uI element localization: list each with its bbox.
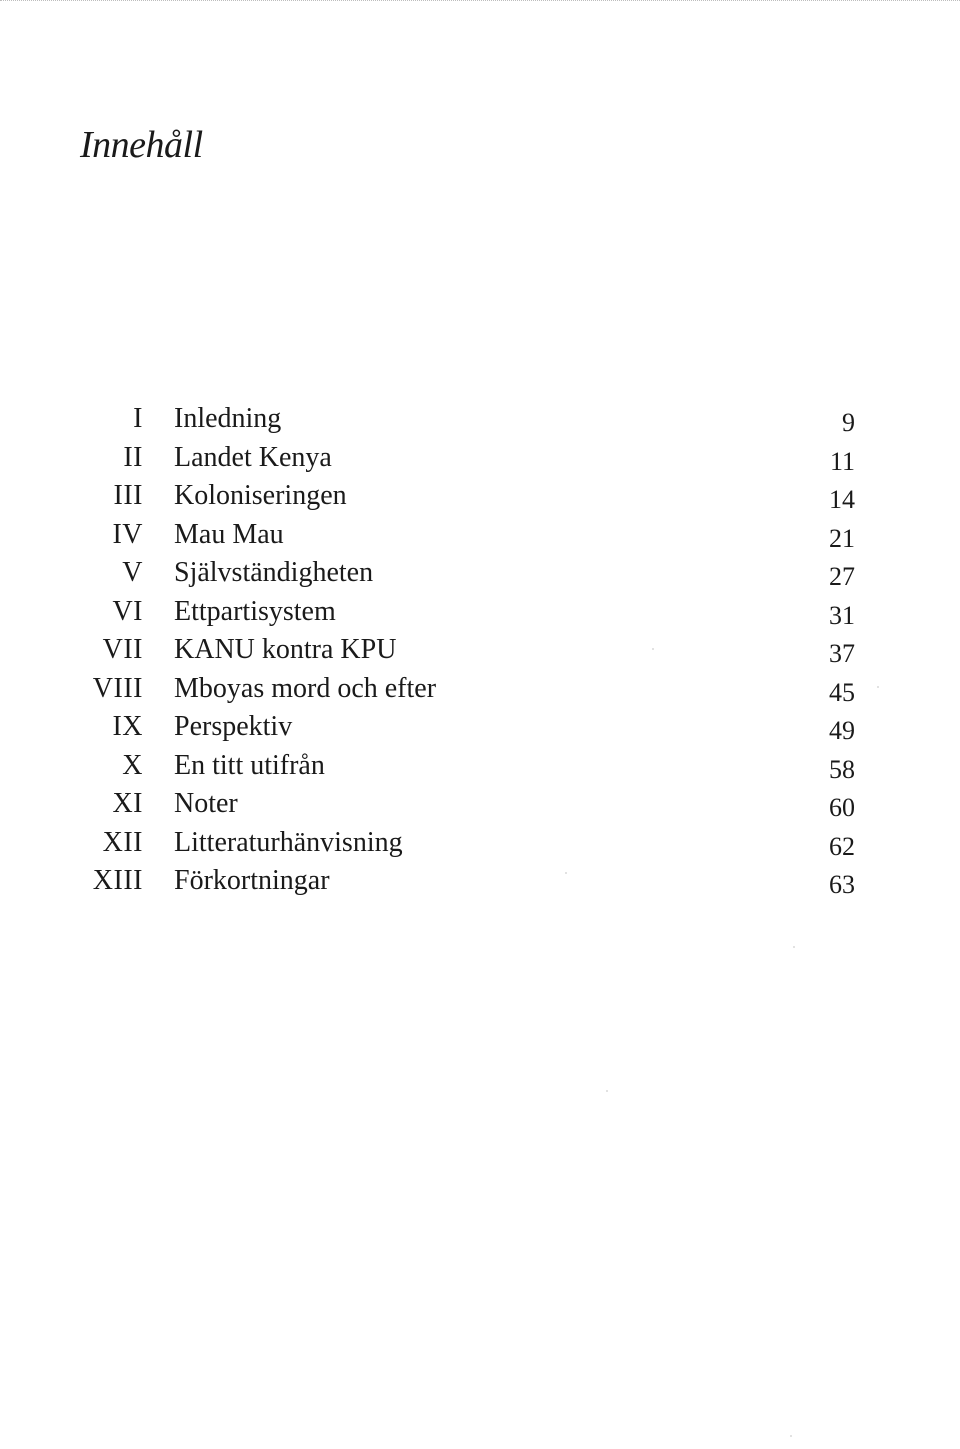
chapter-title: En titt utifrån	[174, 749, 325, 781]
chapter-title: Mau Mau	[174, 518, 284, 550]
scan-speck	[877, 686, 879, 688]
chapter-title: Landet Kenya	[174, 441, 332, 473]
toc-entry	[0, 747, 960, 786]
chapter-number: VI	[112, 595, 143, 627]
page-number: 60	[829, 793, 855, 822]
chapter-number: XI	[112, 788, 143, 819]
chapter-title: Självständigheten	[174, 557, 374, 588]
chapter-number: XII	[102, 826, 143, 858]
chapter-number: III	[113, 480, 143, 511]
toc-entry	[0, 670, 960, 709]
toc-entry	[0, 631, 960, 670]
chapter-number: V	[122, 557, 143, 588]
chapter-title: Inledning	[174, 403, 282, 434]
chapter-title: Litteraturhänvisning	[174, 826, 403, 858]
toc-entry	[0, 862, 960, 901]
page-title: Innehåll	[80, 124, 203, 166]
page-number: 9	[842, 408, 855, 437]
page-number: 49	[829, 716, 855, 745]
toc-entry	[0, 824, 960, 863]
chapter-number: II	[123, 441, 143, 473]
chapter-title: Perspektiv	[174, 711, 293, 742]
page-number: 62	[829, 831, 855, 861]
table-of-contents	[0, 400, 960, 901]
chapter-title: Noter	[174, 788, 238, 819]
scan-speck	[790, 1435, 792, 1437]
toc-entry	[0, 400, 960, 439]
top-edge-line	[0, 0, 960, 4]
chapter-title: KANU kontra KPU	[174, 634, 397, 665]
scan-speck	[606, 1090, 608, 1092]
toc-entry	[0, 516, 960, 555]
page-number: 58	[829, 754, 855, 784]
chapter-title: Mboyas mord och efter	[174, 672, 437, 704]
page-number: 31	[829, 600, 855, 630]
toc-entry	[0, 708, 960, 747]
chapter-number: VIII	[92, 672, 143, 704]
page-number: 27	[829, 562, 855, 591]
chapter-number: IV	[112, 518, 143, 550]
page-number: 37	[829, 639, 855, 668]
scan-speck	[565, 872, 567, 874]
toc-entry	[0, 439, 960, 478]
chapter-number: XIII	[92, 865, 143, 896]
page-number: 21	[829, 523, 855, 553]
page-number: 11	[829, 446, 855, 476]
chapter-title: Koloniseringen	[174, 480, 347, 511]
chapter-title: Förkortningar	[174, 865, 330, 896]
toc-entry	[0, 477, 960, 516]
chapter-title: Ettpartisystem	[174, 595, 336, 627]
scan-speck	[652, 648, 654, 650]
page-number: 45	[829, 677, 855, 707]
chapter-number: X	[122, 749, 143, 781]
chapter-number: I	[133, 403, 143, 434]
scan-speck	[793, 946, 795, 948]
toc-entry	[0, 593, 960, 632]
page-number: 14	[829, 485, 855, 514]
chapter-number: IX	[112, 711, 143, 742]
page-number: 63	[829, 870, 855, 899]
chapter-number: VII	[102, 634, 143, 665]
toc-entry	[0, 554, 960, 593]
toc-entry	[0, 785, 960, 824]
